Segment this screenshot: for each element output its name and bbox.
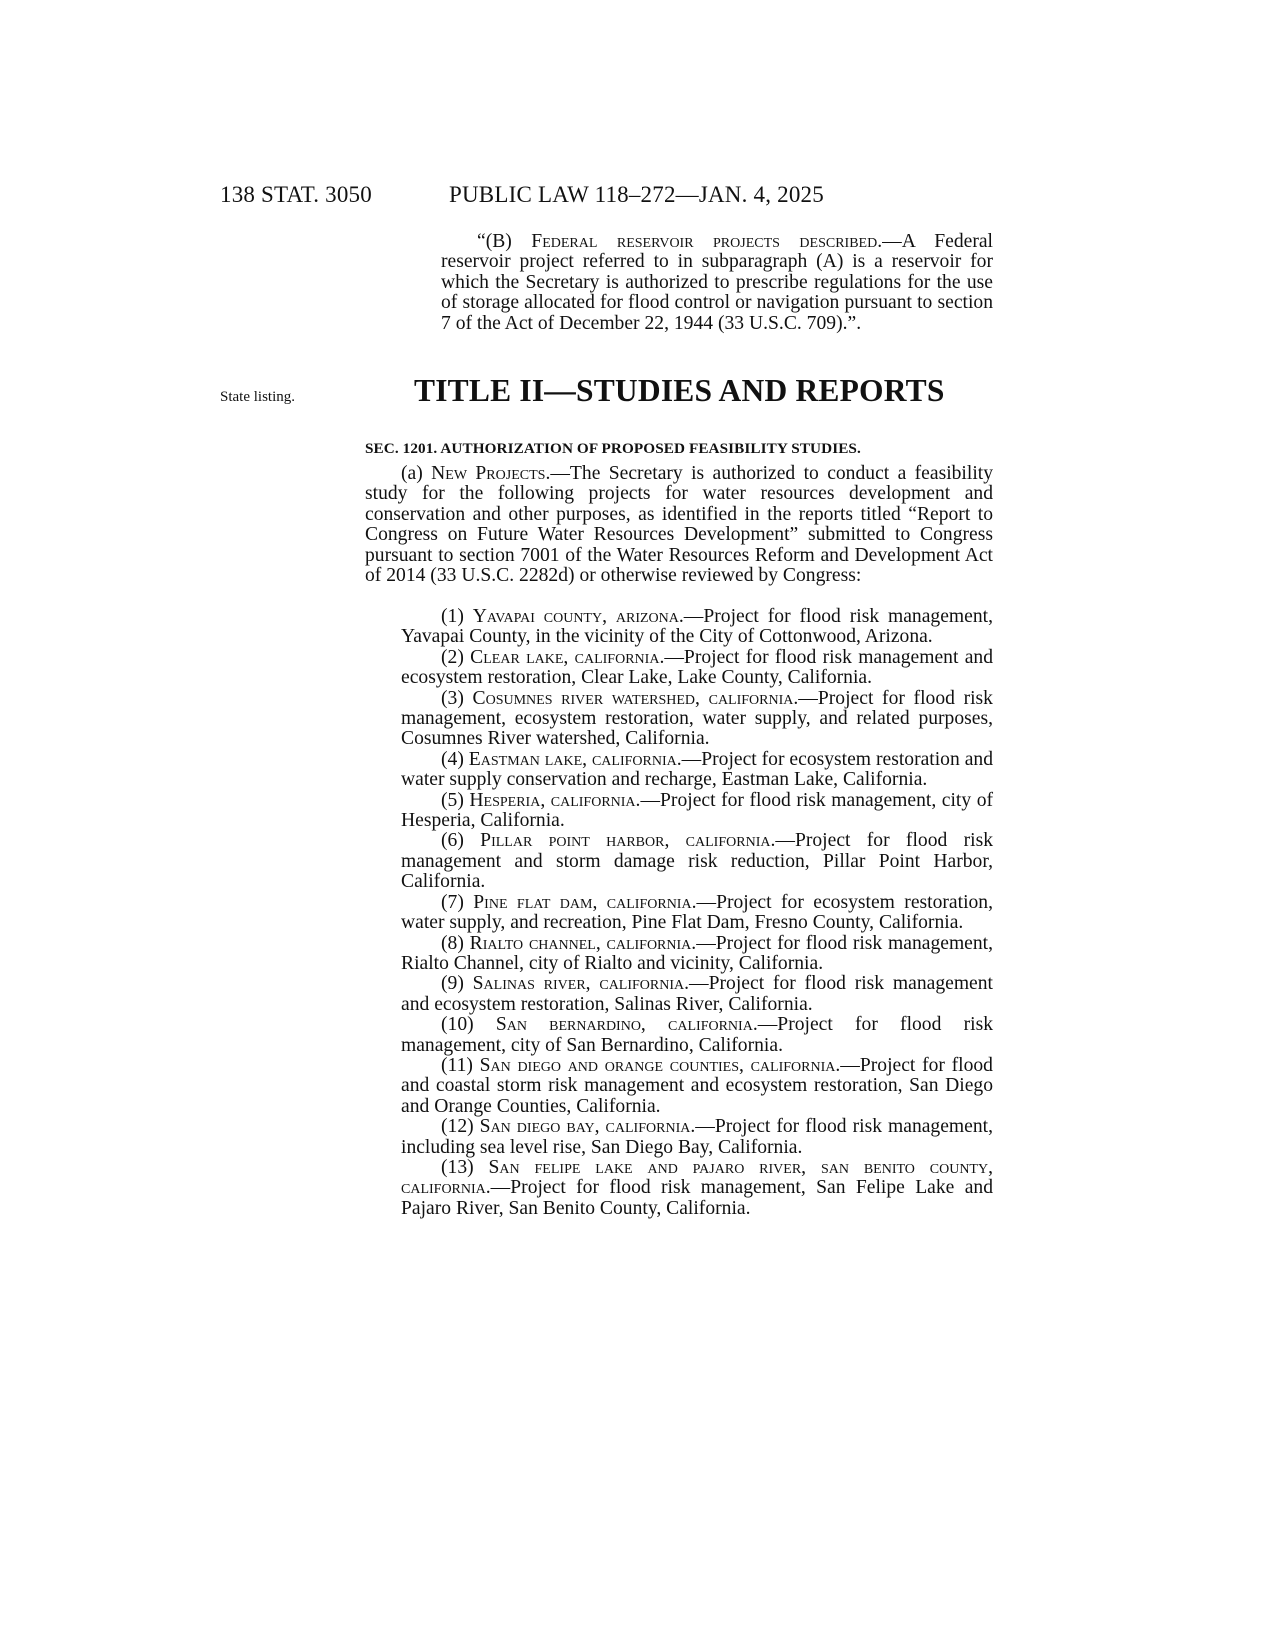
item-text: .—Project for flood risk management and ecosystem restoration, Salinas River, California.: [401, 973, 993, 1015]
quoted-subparagraph-b: [441, 232, 993, 334]
item-heading: Salinas river, california: [472, 973, 685, 995]
item-number: (2): [441, 646, 471, 668]
item-text: .—Project for flood risk management and storm damage risk reduction, Pillar Point Harbor, California.: [401, 830, 993, 893]
item-number: (8): [441, 932, 470, 954]
item-number: (11): [441, 1054, 480, 1076]
list-item: [401, 934, 993, 975]
item-number: (4): [441, 748, 469, 770]
item-text: .—Project for flood risk management, including sea level rise, San Diego Bay, California.: [401, 1116, 994, 1158]
list-item: [401, 1056, 993, 1117]
item-number: (3): [441, 687, 473, 709]
section-heading: SEC. 1201. AUTHORIZATION OF PROPOSED FEASIBILITY STUDIES.: [365, 440, 861, 457]
list-item: [401, 607, 993, 648]
item-text: .—Project for flood risk management and ecosystem restoration, Clear Lake, Lake County, California.: [401, 646, 994, 689]
list-item: [401, 831, 993, 892]
project-list: [401, 607, 993, 1219]
item-text: .—Project for flood risk management, San Felipe Lake and Pajaro River, San Benito County, California.: [401, 1177, 993, 1219]
item-text: .—Project for flood risk management, Rialto Channel, city of Rialto and vicinity, California.: [401, 932, 994, 974]
list-item: [401, 648, 993, 689]
item-number: (9): [441, 973, 473, 995]
list-item: [401, 893, 993, 934]
margin-note: State listing.: [220, 389, 295, 405]
paragraph-heading: New Projects: [431, 463, 546, 484]
item-text: .—Project for flood risk management, city of Hesperia, California.: [401, 789, 994, 832]
item-heading: Rialto channel, california: [469, 932, 692, 954]
list-item: [401, 1158, 993, 1219]
subparagraph-text: .—A Federal reservoir project referred to in subparagraph (A) is a reservoir for which the Secretary is authorized to prescribe regulations for the use of storage allocated for flood control or navigation pursuant to section 7 of the Act of December 22, 1944 (33 U.S.C. 709).”.: [441, 231, 993, 334]
subparagraph-label: “(B): [477, 231, 532, 252]
item-text: .—Project for flood and coastal storm risk management and ecosystem restoration, San Diego and Orange Counties, California.: [401, 1054, 993, 1117]
item-heading: Clear lake, california: [470, 646, 660, 668]
item-text: .—Project for ecosystem restoration and water supply conservation and recharge, Eastman Lake, California.: [401, 748, 993, 791]
list-item: [401, 1117, 993, 1158]
item-number: (6): [441, 830, 481, 852]
running-header: PUBLIC LAW 118–272—JAN. 4, 2025: [449, 182, 824, 207]
item-heading: Cosumnes river watershed, california: [472, 687, 794, 709]
list-item: [401, 750, 993, 791]
item-heading: San felipe lake and pajaro river, san benito county, california: [401, 1156, 993, 1199]
subparagraph-heading: Federal reservoir projects described: [531, 231, 878, 252]
list-item: [401, 791, 993, 832]
item-number: (13): [441, 1156, 489, 1178]
item-heading: Hesperia, california: [469, 789, 636, 811]
item-number: (7): [441, 891, 474, 913]
item-heading: San bernardino, california: [495, 1014, 753, 1036]
item-text: .—Project for flood risk management, city of San Bernardino, California.: [401, 1014, 993, 1056]
paragraph-label: (a): [401, 463, 432, 484]
list-item: [401, 1015, 993, 1056]
item-heading: Pillar point harbor, california: [480, 830, 771, 852]
item-heading: Pine flat dam, california: [473, 891, 692, 913]
item-number: (10): [441, 1014, 496, 1036]
paragraph-text: .—The Secretary is authorized to conduct a feasibility study for the following projects for water resources development and conservation and other purposes, as identified in the reports titled “Report to Congress on Future Water Resources Development” submitted to Congress pursuant to section 7001 of the Water Resources Reform and Development Act of 2014 (33 U.S.C. 2282d) or otherwise reviewed by Congress:: [365, 463, 994, 587]
item-heading: San diego bay, california: [479, 1116, 691, 1138]
item-text: .—Project for flood risk management, Yavapai County, in the vicinity of the City of Cottonwood, Arizona.: [401, 606, 993, 648]
item-number: (1): [441, 606, 473, 627]
item-text: .—Project for flood risk management, ecosystem restoration, water supply, and related purposes, Cosumnes River watershed, California.: [401, 687, 993, 750]
item-heading: Yavapai county, arizona: [472, 606, 679, 627]
item-heading: Eastman lake, california: [468, 748, 677, 770]
list-item: [401, 689, 993, 750]
page-stat-number: 138 STAT. 3050: [220, 182, 372, 207]
list-item: [401, 974, 993, 1015]
item-number: (12): [441, 1116, 480, 1138]
item-text: .—Project for ecosystem restoration, water supply, and recreation, Pine Flat Dam, Fresno County, California.: [401, 891, 993, 934]
item-heading: San diego and orange counties, california: [479, 1054, 836, 1076]
paragraph-a: [365, 464, 993, 586]
item-number: (5): [441, 789, 470, 811]
title-heading: TITLE II—STUDIES AND REPORTS: [414, 373, 945, 408]
